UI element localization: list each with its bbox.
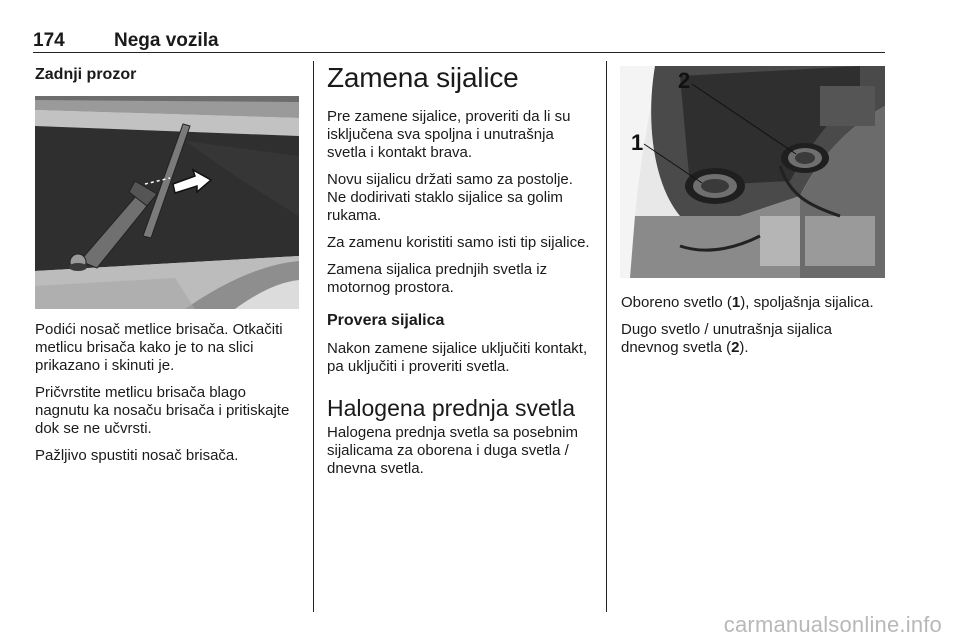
middle-paragraph-1: Pre zamene sijalice, proveriti da li su isključena sva spoljna i unutrašnja svetla i kontakt brava. xyxy=(327,108,571,161)
left-column xyxy=(35,66,301,84)
section-heading-rear-window: Zadnji prozor xyxy=(35,66,137,83)
caption-high-beam: Dugo svetlo / unutrašnja sijalica dnevnog svetla (2). xyxy=(621,321,832,356)
page-header xyxy=(33,30,885,53)
left-paragraph-1: Podići nosač metlice brisača. Otkačiti metlicu brisača kako je to na slici prikazano i skinuti je. xyxy=(35,321,283,374)
middle-paragraph-3: Za zamenu koristiti samo isti tip sijalice. xyxy=(327,234,590,251)
page-number: 174 xyxy=(33,30,65,51)
subheading-halogen-headlights: Halogena prednja svetla xyxy=(327,395,576,421)
right-column-body xyxy=(621,294,887,366)
bulb-check-text: Nakon zamene sijalice uključiti kontakt, pa uključiti i proveriti svetla. xyxy=(327,340,588,375)
subheading-bulb-check: Provera sijalica xyxy=(327,312,445,329)
column-divider-left xyxy=(313,61,314,612)
halogen-headlights-text: Halogena prednja svetla sa posebnim sijalicama za oborena i duga svetla / dnevna svetla. xyxy=(327,424,578,477)
column-divider-right xyxy=(606,61,607,612)
middle-column xyxy=(327,62,595,487)
chapter-title: Nega vozila xyxy=(114,30,219,51)
watermark: carmanualsonline.info xyxy=(723,612,942,637)
headlamp-engine-bay-illustration-icon xyxy=(620,66,885,278)
rear-wiper-arm-illustration-icon xyxy=(35,96,299,309)
headlamp-figure xyxy=(620,66,885,278)
caption-low-beam-number: 1 xyxy=(731,294,741,311)
middle-paragraph-2: Novu sijalicu držati samo za postolje. Ne dodirivati staklo sijalice sa golim rukama. xyxy=(327,171,573,224)
left-paragraph-2: Pričvrstite metlicu brisača blago nagnutu ka nosaču brisača i pritiskajte dok se ne učvrsti. xyxy=(35,384,290,437)
callout-2: 2 xyxy=(678,68,691,93)
rear-wiper-figure xyxy=(35,96,299,309)
callout-1: 1 xyxy=(631,130,644,155)
left-column-body xyxy=(35,321,303,474)
section-heading-bulb-replacement: Zamena sijalice xyxy=(327,62,519,93)
caption-low-beam: Oboreno svetlo (1), spoljašnja sijalica. xyxy=(621,294,874,311)
left-paragraph-3: Pažljivo spustiti nosač brisača. xyxy=(35,447,239,464)
caption-high-beam-number: 2 xyxy=(731,339,740,356)
middle-paragraph-4: Zamena sijalica prednjih svetla iz motornog prostora. xyxy=(327,261,548,296)
